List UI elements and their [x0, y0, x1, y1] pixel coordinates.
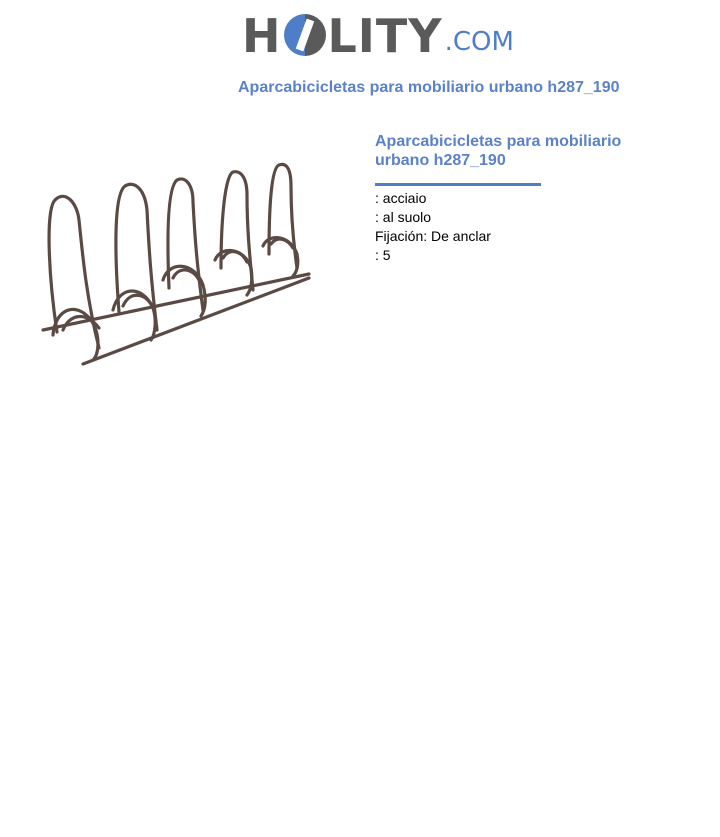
- page-title: Aparcabicicletas para mobiliario urbano h287_190: [238, 79, 620, 96]
- logo-wordmark: H LITY: [242, 9, 443, 63]
- product-info: [375, 132, 675, 265]
- title-divider: [375, 183, 541, 186]
- spec-fixing: Fijación: De anclar: [375, 228, 491, 244]
- holity-logo: [242, 10, 514, 62]
- logo-o-symbol: [284, 14, 326, 56]
- logo-domain-suffix: .COM: [444, 27, 514, 57]
- product-title: Aparcabicicletas para mobiliario urbano h287_190: [375, 133, 622, 169]
- product-specs: [375, 189, 675, 265]
- spec-material: : acciaio: [375, 190, 427, 206]
- spec-placement: : al suolo: [375, 209, 432, 225]
- spec-places: : 5: [375, 247, 391, 263]
- bike-rack-image: [35, 150, 320, 375]
